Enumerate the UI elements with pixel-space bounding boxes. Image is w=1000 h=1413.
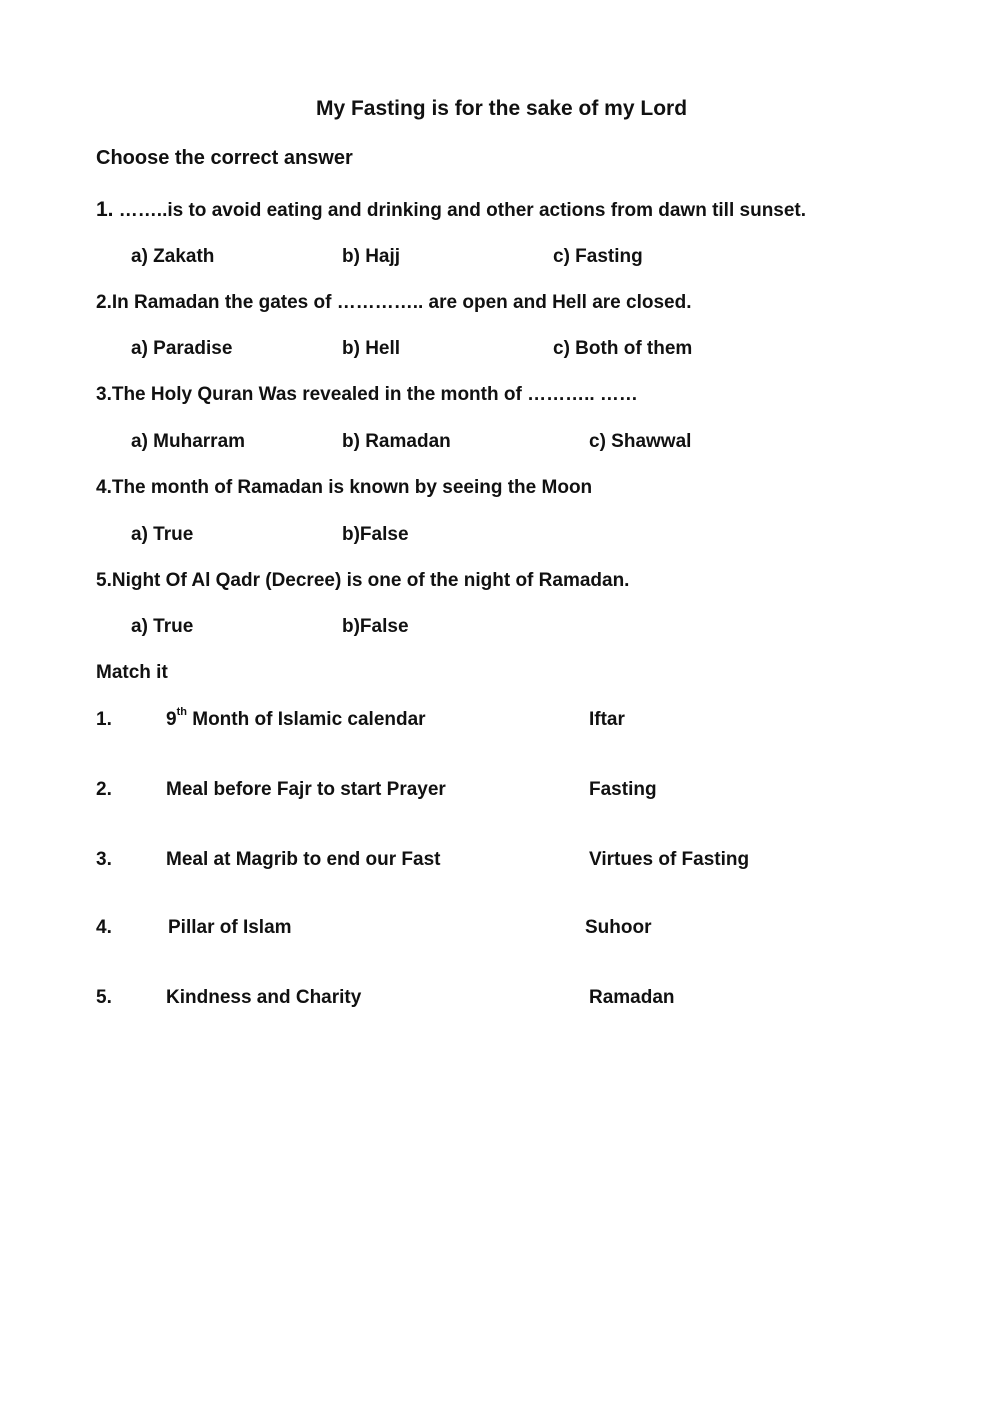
question-2-option-a: a) Paradise (131, 338, 233, 359)
question-3-option-b: b) Ramadan (342, 431, 451, 452)
match-row-2-right: Fasting (589, 779, 657, 800)
question-3-option-a: a) Muharram (131, 431, 246, 452)
question-1 (96, 199, 806, 220)
question-4-option-b: b)False (342, 524, 409, 545)
question-1-text: ……..is to avoid eating and drinking and other actions from dawn till sunset. (118, 200, 807, 221)
question-1-number: 1. (96, 198, 114, 221)
match-row-2-number: 2. (96, 779, 112, 800)
match-row-1-left-ordinal: 9 (166, 709, 177, 730)
match-row-4-left: Pillar of Islam (168, 917, 292, 938)
section-heading-match: Match it (96, 662, 168, 683)
match-row-5-left: Kindness and Charity (166, 987, 362, 1008)
question-5-option-b: b)False (342, 616, 409, 637)
match-row-3-left: Meal at Magrib to end our Fast (166, 849, 441, 870)
match-row-1-number: 1. (96, 709, 112, 730)
match-row-5-right: Ramadan (589, 987, 675, 1008)
question-3-text: 3.The Holy Quran Was revealed in the month of ……….. …… (96, 384, 638, 405)
match-row-1-left-text: Month of Islamic calendar (186, 709, 426, 730)
match-row-4-number: 4. (96, 917, 112, 938)
match-row-5-number: 5. (96, 987, 112, 1008)
question-2-option-b: b) Hell (342, 338, 401, 359)
section-heading-choose: Choose the correct answer (96, 147, 353, 169)
question-3-option-c: c) Shawwal (589, 431, 692, 452)
page-title: My Fasting is for the sake of my Lord (315, 97, 688, 120)
match-row-3-right: Virtues of Fasting (589, 849, 750, 870)
question-1-option-b: b) Hajj (342, 246, 401, 267)
question-5-text: 5.Night Of Al Qadr (Decree) is one of the night of Ramadan. (96, 570, 630, 591)
match-row-4-right: Suhoor (585, 917, 652, 938)
question-4-text: 4.The month of Ramadan is known by seeing the Moon (96, 477, 593, 498)
question-4-option-a: a) True (131, 524, 194, 545)
match-row-1-right: Iftar (589, 709, 625, 730)
match-row-1-left (166, 706, 426, 730)
match-row-2-left: Meal before Fajr to start Prayer (166, 779, 446, 800)
match-row-1-left-superscript: th (176, 706, 187, 718)
question-2-option-c: c) Both of them (553, 338, 693, 359)
question-2-text: 2.In Ramadan the gates of ………….. are open and Hell are closed. (96, 292, 692, 313)
match-row-3-number: 3. (96, 849, 112, 870)
question-5-option-a: a) True (131, 616, 194, 637)
question-1-option-a: a) Zakath (131, 246, 215, 267)
question-1-option-c: c) Fasting (553, 246, 643, 267)
